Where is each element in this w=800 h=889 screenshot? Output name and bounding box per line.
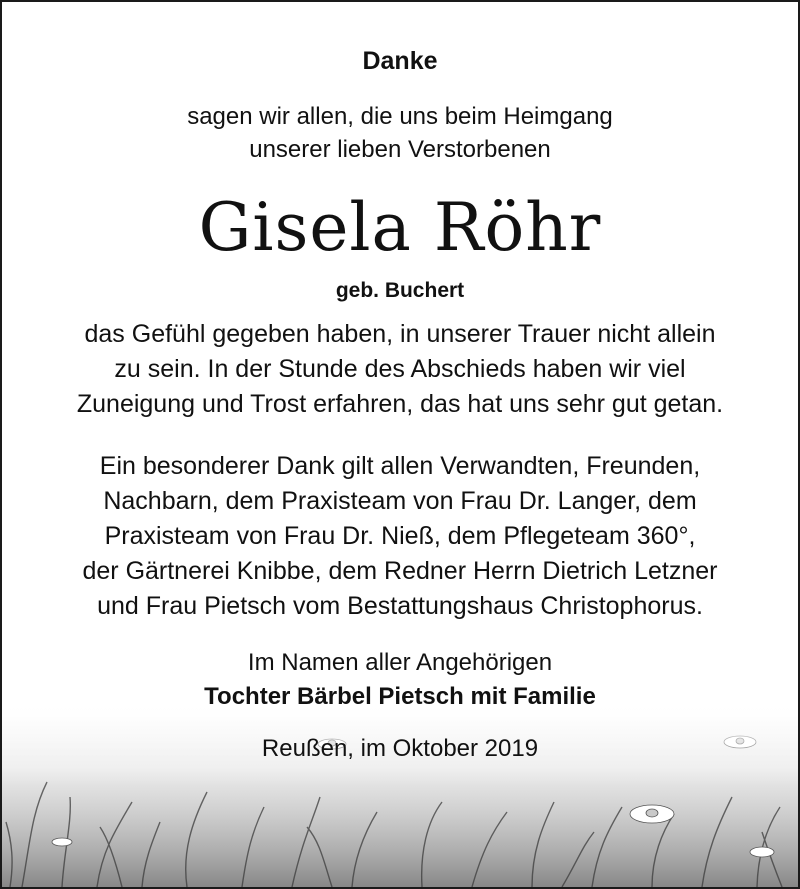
paragraph-line: Praxisteam von Frau Dr. Nieß, dem Pflegeteam 360°, (104, 522, 696, 550)
maiden-name: geb. Buchert (335, 279, 465, 302)
paragraph-line: das Gefühl gegeben haben, in unserer Trauer nicht allein (84, 320, 716, 348)
intro-line: unserer lieben Verstorbenen (249, 136, 551, 163)
signature: Tochter Bärbel Pietsch mit Familie (204, 683, 596, 710)
paragraph-line: zu sein. In der Stunde des Abschieds haben wir viel (114, 355, 686, 383)
closing-block (2, 646, 798, 714)
place-date: Reußen, im Oktober 2019 (261, 735, 539, 762)
paragraph-line: Zuneigung und Trost erfahren, das hat uns sehr gut getan. (76, 390, 724, 418)
meadow-photo (2, 702, 798, 887)
closing-line: Im Namen aller Angehörigen (247, 649, 553, 676)
paragraph-line: Ein besonderer Dank gilt allen Verwandten, Freunden, (99, 452, 701, 480)
deceased-name: Gisela Röhr (198, 189, 602, 266)
special-thanks-paragraph (2, 449, 798, 624)
heading: Danke (362, 47, 438, 75)
paragraph-line: der Gärtnerei Knibbe, dem Redner Herrn Dietrich Letzner (82, 557, 718, 585)
intro-text (2, 100, 798, 166)
thanks-paragraph (2, 317, 798, 422)
paragraph-line: Nachbarn, dem Praxisteam von Frau Dr. Langer, dem (103, 487, 697, 515)
intro-line: sagen wir allen, die uns beim Heimgang (187, 103, 613, 130)
paragraph-line: und Frau Pietsch vom Bestattungshaus Christophorus. (97, 592, 703, 620)
